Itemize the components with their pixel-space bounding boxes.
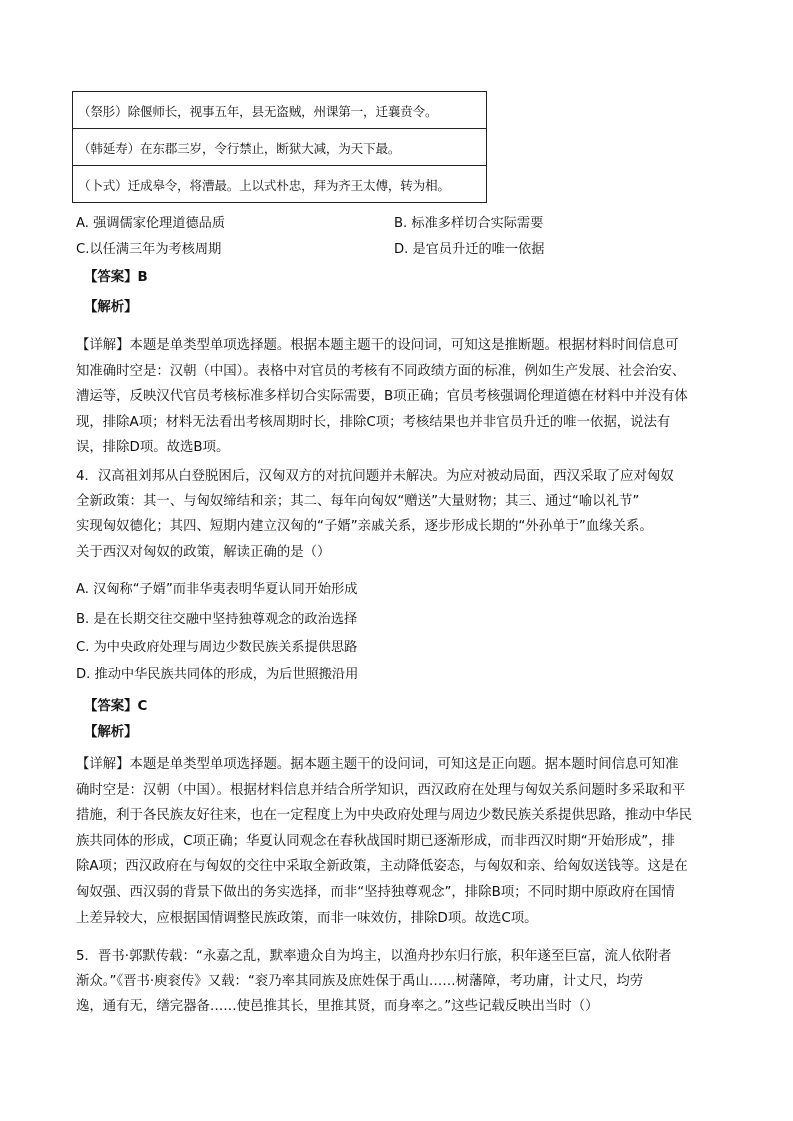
q4-detail [76, 752, 716, 931]
q5-stem-line: 逸，通有无，缮完器备……使邑推其长，里推其贤，而身率之。”这些记载反映出当时（） [76, 999, 599, 1015]
q3-answer: 【答案】B [84, 270, 148, 285]
q4-option-d: D. 推动中华民族共同体的形成，为后世照搬沿用 [76, 667, 359, 682]
q4-detail-line: 族共同体的形成，C项正确；华夏认同观念在春秋战国时期已逐渐形成，而非西汉时期“开始形成”，排 [76, 833, 676, 849]
q4-stem-line: 4．汉高祖刘邦从白登脱困后，汉匈双方的对抗问题并未解决。为应对被动局面，西汉采取了应对匈奴 [76, 469, 674, 484]
q3-analysis-label: 【解析】 [84, 300, 138, 315]
q5-stem [76, 944, 724, 1020]
q4-detail-line: 除A项；西汉政府在与匈奴的交往中采取全新政策，主动降低姿态，与匈奴和亲、给匈奴送钱等。这是在 [76, 859, 688, 875]
q4-option-c: C. 为中央政府处理与周边少数民族关系提供思路 [76, 640, 358, 655]
table-cell: （卜式）迁成皋令，将漕最。上以式朴忠，拜为齐王太傅，转为相。 [73, 166, 487, 203]
q3-option-d: D. 是官员升迁的唯一依据 [394, 242, 545, 257]
q4-detail-line: 确时空是：汉朝（中国）。根据材料信息并结合所学知识，西汉政府在处理与匈奴关系问题时多采取和平 [76, 782, 686, 798]
q4-stem [76, 464, 724, 565]
table-row [73, 129, 487, 166]
material-table [72, 91, 487, 203]
q3-detail-line: 知准确时空是：汉朝（中国）。表格中对官员的考核有不同政绩方面的标准，例如生产发展、社会治安、 [76, 363, 686, 379]
q4-detail-line: 上差异较大，应根据国情调整民族政策，而非一味效仿，排除D项。故选C项。 [76, 910, 538, 926]
q4-stem-line: 实现匈奴德化；其四、短期内建立汉匈的“子婿”亲戚关系，逐步形成长期的“外孙单于”血缘关系。 [76, 519, 653, 535]
q4-stem-line: 全新政策：其一、与匈奴缔结和亲；其二、每年向匈奴“赠送”大量财物；其三、通过“喻以礼节” [76, 494, 640, 510]
q4-analysis-label: 【解析】 [84, 725, 138, 740]
table-cell: （韩延寿）在东郡三岁，令行禁止，断狱大减，为天下最。 [73, 129, 487, 166]
q4-option-a: A. 汉匈称“子婿”而非华夷表明华夏认同开始形成 [76, 582, 358, 597]
q3-detail [76, 333, 716, 461]
q4-detail-line: 匈奴强、西汉弱的背景下做出的务实选择，而非“坚持独尊观念”，排除B项；不同时期中原政府在国情 [76, 884, 675, 900]
q4-answer: 【答案】C [84, 699, 148, 714]
table-cell: （祭肜）除偃师长，视事五年，县无盗贼，州课第一，迁襄贲令。 [73, 92, 487, 129]
table-row [73, 92, 487, 129]
q3-detail-line: 现，排除A项；材料无法看出考核周期时长，排除C项；考核结果也并非官员升迁的唯一依据，说法有 [76, 414, 671, 430]
q3-detail-line: 误，排除D项。故选B项。 [76, 440, 230, 456]
q3-option-a: A. 强调儒家伦理道德品质 [76, 216, 226, 231]
q3-detail-line: 【详解】本题是单类型单项选择题。根据本题主题干的设问词，可知这是推断题。根据材料时间信息可 [76, 338, 679, 353]
q4-detail-line: 措施，利于各民族友好往来，也在一定程度上为中央政府处理与周边少数民族关系提供思路，推动中华民 [76, 808, 692, 824]
q4-stem-line: 关于西汉对匈奴的政策，解读正确的是（） [76, 544, 331, 560]
q4-detail-line: 【详解】本题是单类型单项选择题。据本题主题干的设问词，可知这是正向题。据本题时间信息可知准 [76, 757, 679, 772]
q5-stem-line: 5．晋书·郭默传载：“永嘉之乱，默率遗众自为坞主，以渔舟抄东归行旅，积年遂至巨富，流人依附者 [76, 949, 672, 964]
q5-stem-line: 渐众。”《晋书·庾衮传》又载：“衮乃率其同族及庶姓保于禹山……树藩障，考功庸，计丈尺，均劳 [76, 974, 644, 990]
q4-option-b: B. 是在长期交往交融中坚持独尊观念的政治选择 [76, 612, 358, 627]
q3-detail-line: 漕运等，反映汉代官员考核标准多样切合实际需要，B项正确；官员考核强调伦理道德在材料中并没有体 [76, 389, 688, 405]
q3-option-b: B. 标准多样切合实际需要 [394, 216, 544, 231]
q3-option-c: C.以任满三年为考核周期 [76, 242, 222, 257]
table-row [73, 166, 487, 203]
